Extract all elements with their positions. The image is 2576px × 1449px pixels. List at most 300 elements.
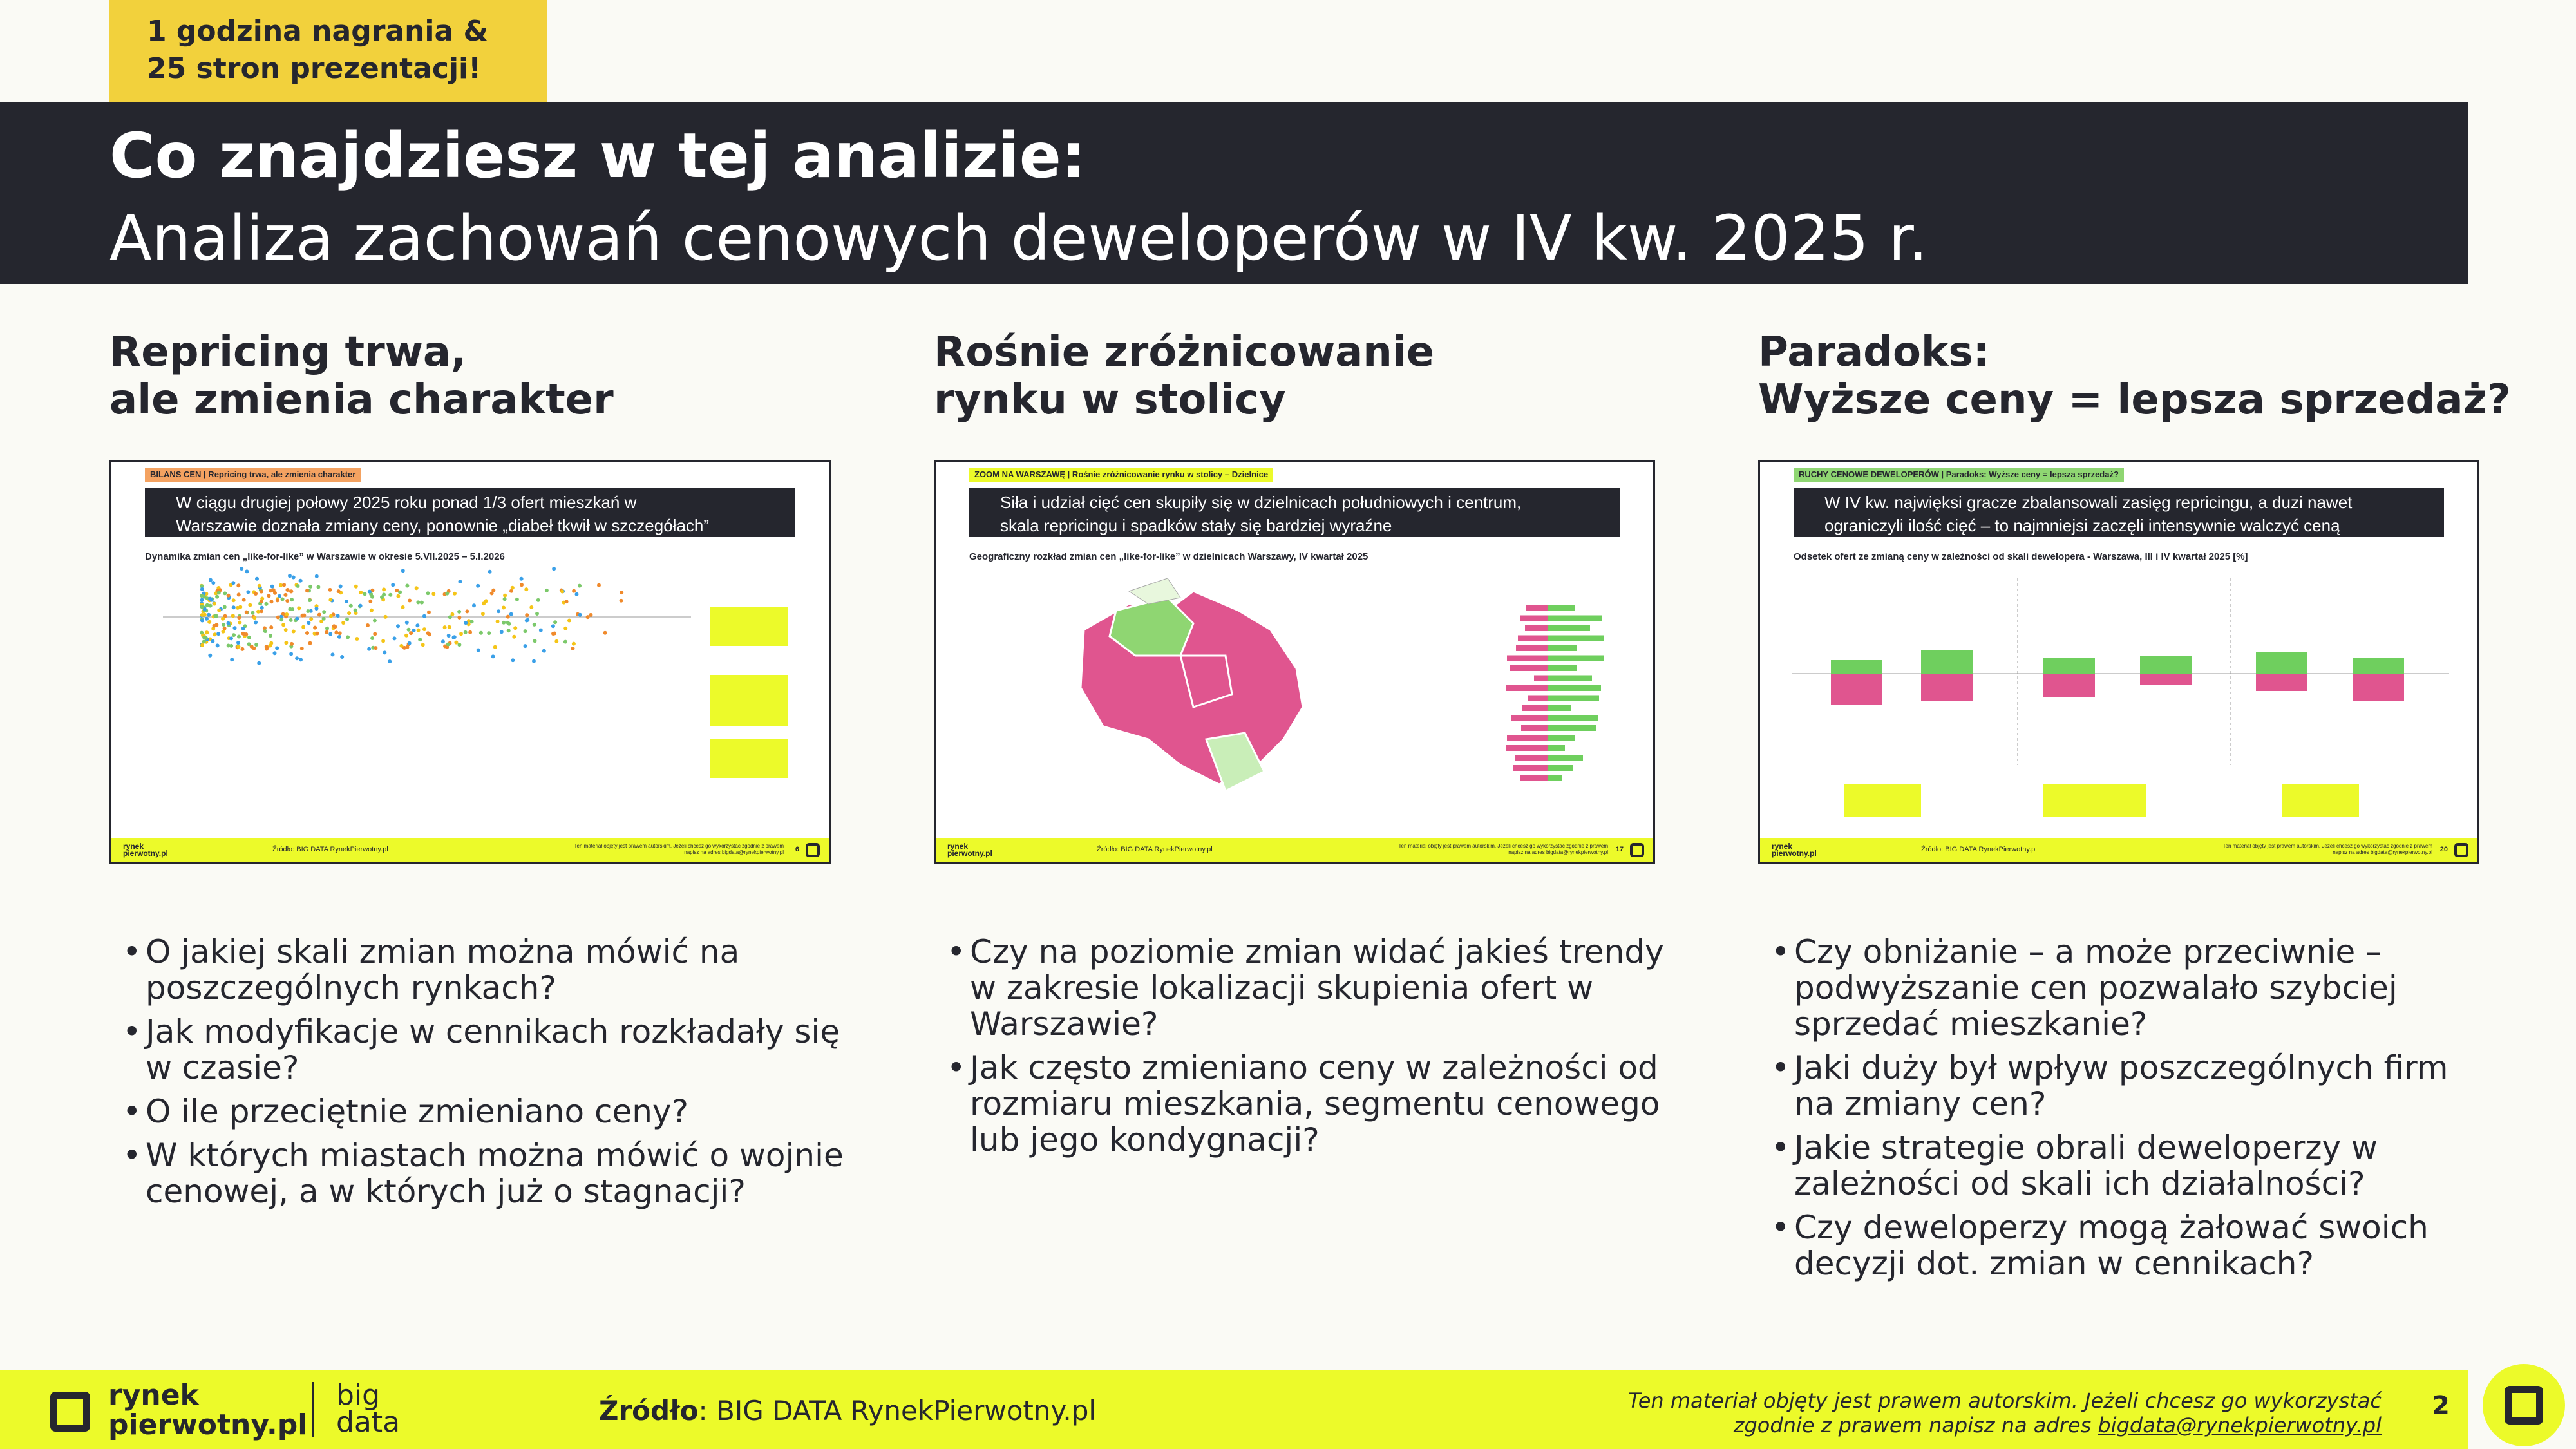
bar-decrease [1520, 616, 1548, 621]
scatter-dot [309, 617, 313, 621]
scatter-dot [307, 621, 310, 625]
scatter-dot [506, 615, 510, 619]
scatter-dot [388, 659, 392, 663]
slide-tag: BILANS CEN | Repricing trwa, ale zmienia charakter [145, 468, 361, 482]
scatter-dot [260, 600, 263, 603]
scatter-dot [368, 600, 372, 603]
slide-footer [936, 838, 1653, 862]
scatter-dot [223, 605, 227, 609]
scatter-dot [346, 635, 350, 639]
scatter-dot [422, 627, 426, 631]
scatter-dot [417, 629, 421, 632]
scatter-dot [421, 643, 425, 647]
bar-increase [1548, 725, 1596, 731]
scatter-dot [586, 615, 590, 619]
scatter-dot [236, 583, 240, 587]
scatter-dot [384, 615, 388, 619]
scatter-dot [507, 629, 511, 632]
scatter-dot [315, 607, 319, 611]
scatter-dot [295, 617, 299, 621]
scatter-dot [542, 649, 546, 653]
scatter-dot [552, 567, 556, 571]
column-warsaw [934, 328, 1668, 1159]
scatter-dot [479, 631, 483, 635]
scatter-dot [301, 614, 305, 618]
scatter-dot [488, 570, 492, 574]
scatter-dot [232, 605, 236, 609]
bar-increase [1548, 775, 1562, 781]
scatter-dot [267, 594, 271, 598]
scatter-dot [405, 621, 409, 625]
scatter-dot [232, 598, 236, 602]
scatter-dot [316, 632, 319, 636]
scatter-dot [553, 632, 556, 636]
scatter-dot [545, 589, 549, 592]
scatter-dot [306, 609, 310, 613]
scatter-dot [388, 593, 392, 597]
scatter-dot [567, 619, 571, 623]
scatter-dot [477, 649, 480, 652]
scatter-dot [296, 584, 299, 588]
scatter-dot [215, 595, 219, 599]
slide-footer-copy: Ten materiał objęty jest prawem autorskim. Jeżeli chcesz go wykorzystać zgodnie z prawem napisz na adres bigdata@rynekpierwotny.pl [2222, 843, 2432, 855]
bar-increase [1548, 745, 1565, 751]
scatter-dot [289, 589, 293, 593]
bar-decrease [1513, 765, 1548, 771]
title-bar [0, 102, 2468, 284]
scatter-dot [230, 658, 234, 661]
scatter-dot [396, 624, 400, 628]
scatter-dot [200, 594, 204, 598]
question-list [122, 934, 844, 1217]
scatter-dot [338, 631, 342, 635]
scatter-dot [328, 632, 332, 636]
slide-headline-line-2: ograniczyli ilość cięć – to najmniejsi zaczęli intensywnie walczyć ceną [1824, 516, 2340, 535]
scatter-dot [231, 581, 235, 585]
scatter-dot [597, 583, 601, 587]
scatter-dot [301, 625, 305, 629]
scatter-dot [254, 643, 258, 647]
scatter-dot [578, 584, 582, 588]
scatter-dot [564, 640, 567, 644]
column-heading-line-1: Paradoks: [1758, 328, 1990, 376]
scatter-dot [281, 598, 285, 601]
scatter-dot [241, 647, 245, 651]
slide-headline-line-1: W ciągu drugiej połowy 2025 roku ponad 1/3 ofert mieszkań w [176, 493, 637, 512]
scatter-dot [213, 632, 217, 636]
scatter-dot [255, 577, 259, 581]
scatter-dot [571, 647, 575, 650]
bar-decrease [2353, 674, 2404, 701]
scatter-dot [363, 592, 366, 596]
scatter-dot [564, 627, 567, 630]
scatter-dot [457, 616, 461, 620]
scatter-dot [244, 632, 248, 636]
scatter-dot [237, 635, 241, 639]
scatter-dot [273, 651, 277, 655]
scatter-dot [223, 591, 227, 595]
scatter-dot [355, 637, 359, 641]
scatter-dot [502, 621, 506, 625]
scatter-dot [202, 639, 206, 643]
bar-decrease [1515, 755, 1548, 761]
scatter-dot [426, 591, 430, 595]
slide-thumbnail-repricing[interactable] [109, 460, 831, 864]
scatter-dot [308, 641, 312, 645]
logo-divider [312, 1382, 314, 1437]
scatter-dot [237, 645, 241, 649]
scatter-chart-graphic [111, 462, 831, 842]
scatter-dot [409, 631, 413, 635]
scatter-dot [468, 630, 472, 634]
scatter-dot [524, 587, 528, 591]
scatter-dot [551, 624, 555, 628]
scatter-dot [269, 641, 273, 645]
bar-increase [2256, 652, 2307, 674]
scatter-dot [445, 592, 449, 596]
scatter-dot [216, 643, 220, 647]
scatter-dot [316, 585, 320, 589]
scatter-dot [459, 632, 463, 636]
slide-footer [1760, 838, 2477, 862]
scatter-dot [529, 605, 533, 609]
scatter-dot [315, 574, 319, 578]
slide-footer-page: 20 [2439, 846, 2448, 853]
scatter-dot [305, 589, 309, 592]
scatter-dot [511, 586, 515, 590]
scatter-dot [207, 620, 211, 624]
scatter-dot [560, 590, 564, 594]
developer-bars-graphic [1760, 462, 2479, 842]
scatter-dot [246, 590, 250, 594]
scatter-dot [345, 600, 348, 603]
rynekpierwotny-logo-text: rynek pierwotny.pl [108, 1379, 308, 1441]
scatter-dot [512, 635, 516, 639]
scatter-dot [391, 583, 395, 587]
slide-footer-source: Źródło: BIG DATA RynekPierwotny.pl [272, 846, 388, 853]
recording-badge [109, 0, 547, 102]
slide-chart-subtitle: Dynamika zmian cen „like-for-like” w Warszawie w okresie 5.VII.2025 – 5.I.2026 [145, 551, 505, 562]
scatter-dot [513, 626, 517, 630]
scatter-dot [448, 625, 451, 629]
bar-decrease [2043, 674, 2095, 697]
bar-increase [1921, 650, 1973, 674]
scatter-dot [420, 601, 424, 605]
scatter-dot [509, 612, 513, 616]
scatter-dot [457, 610, 461, 614]
bar-increase [1548, 656, 1604, 661]
scatter-dot [208, 654, 212, 658]
scatter-dot [524, 629, 527, 633]
scatter-dot [381, 639, 385, 643]
bar-increase [1548, 665, 1577, 671]
scatter-dot [368, 590, 372, 594]
scatter-dot [269, 589, 273, 592]
scatter-dot [572, 589, 576, 593]
scatter-dot [404, 634, 408, 638]
scatter-dot [337, 635, 341, 639]
scatter-dot [454, 641, 458, 645]
footer-copyright: Ten materiał objęty jest prawem autorskim. Jeżeli chcesz go wykorzystać zgodnie z prawem napisz na adres bigdata@rynekpierwotny.pl [1628, 1388, 2382, 1437]
scatter-dot [227, 621, 231, 625]
district-map-graphic [936, 462, 1655, 842]
slide-headline-line-2: Warszawie doznała zmiany ceny, ponownie „diabeł tkwił w szczegółach” [176, 516, 710, 535]
scatter-dot [515, 598, 519, 601]
slide-footer-copy: Ten materiał objęty jest prawem autorskim. Jeżeli chcesz go wykorzystać zgodnie z prawem napisz na adres bigdata@rynekpierwotny.pl [574, 843, 784, 855]
scatter-dot [370, 595, 374, 599]
list-item: • Jakie strategie obrali deweloperzy w zależności od skali ich działalności? [1771, 1130, 2492, 1202]
bar-increase [1548, 645, 1577, 651]
scatter-dot [200, 598, 204, 602]
scatter-dot [401, 569, 405, 573]
bar-increase [1548, 636, 1604, 641]
bar-decrease [2256, 674, 2307, 691]
bar-decrease [1522, 705, 1548, 711]
scatter-dot [405, 584, 409, 588]
scatter-dot [408, 599, 412, 603]
scatter-dot [603, 631, 607, 635]
scatter-dot [481, 612, 485, 616]
corner-logo-badge [2483, 1364, 2565, 1446]
scatter-dot [464, 630, 468, 634]
scatter-dot [213, 602, 216, 606]
scatter-dot [254, 592, 258, 596]
bar-increase [1548, 755, 1583, 761]
scatter-dot [200, 643, 204, 647]
slide-footer-page: 6 [795, 846, 799, 853]
scatter-dot [200, 619, 204, 623]
slide-headline-line-2: skala repricingu i spadków stały się bardziej wyraźne [1000, 516, 1392, 535]
scatter-dot [453, 592, 457, 596]
scatter-dot [286, 588, 290, 592]
scatter-dot [208, 597, 212, 601]
scatter-dot [533, 623, 536, 627]
scatter-dot [275, 647, 279, 650]
bar-increase [2353, 658, 2404, 674]
bar-increase [1548, 616, 1602, 621]
slide-footer-page: 17 [1615, 846, 1624, 853]
scatter-dot [443, 625, 447, 629]
list-item: • O jakiej skali zmian można mówić na poszczególnych rynkach? [122, 934, 844, 1006]
list-item: • W których miastach można mówić o wojnie cenowej, a w których już o stagnacji? [122, 1137, 844, 1209]
scatter-dot [446, 643, 450, 647]
scatter-dot [341, 621, 345, 625]
bar-increase [1548, 676, 1592, 681]
scatter-dot [382, 587, 386, 591]
list-item: • Jak często zmieniano ceny w zależności od rozmiaru mieszkania, segmentu cenowego lub jego kondygnacji? [947, 1050, 1668, 1158]
bar-decrease [1507, 656, 1548, 661]
slide-headline-line-1: Siła i udział cięć cen skupiły się w dzielnicach południowych i centrum, [1000, 493, 1522, 512]
scatter-dot [470, 620, 474, 623]
column-heading-line-2: ale zmienia charakter [109, 376, 614, 424]
bar-decrease [1831, 674, 1882, 705]
badge-line-1: 1 godzina nagrania & [147, 15, 488, 48]
scatter-dot [401, 605, 405, 609]
scatter-dot [503, 597, 507, 601]
bar-decrease [1534, 676, 1548, 681]
list-item: • Czy obniżanie – a może przeciwnie – podwyższanie cen pozwalało szybciej sprzedać mieszkanie? [1771, 934, 2492, 1042]
scatter-dot [240, 567, 243, 571]
footer-email-link[interactable]: bigdata@rynekpierwotny.pl [2098, 1413, 2382, 1437]
list-item: • Czy deweloperzy mogą żałować swoich decyzji dot. zmian w cennikach? [1771, 1209, 2492, 1282]
column-heading-line-1: Repricing trwa, [109, 328, 467, 376]
scatter-dot [236, 641, 240, 645]
bar-decrease [1516, 645, 1548, 651]
scatter-dot [300, 647, 304, 650]
scatter-dot [233, 626, 237, 630]
page-number: 2 [2432, 1391, 2450, 1421]
scatter-dot [525, 613, 529, 617]
scatter-dot [328, 588, 332, 592]
scatter-dot [497, 609, 500, 613]
scatter-dot [441, 639, 445, 643]
scatter-dot [317, 613, 321, 617]
scatter-dot [500, 630, 504, 634]
scatter-dot [292, 630, 296, 634]
scatter-dot [507, 622, 511, 626]
scatter-dot [359, 604, 363, 608]
scatter-dot [502, 606, 506, 610]
scatter-dot [299, 579, 303, 583]
scatter-dot [202, 636, 206, 639]
slide-footer [111, 838, 829, 862]
scatter-dot [422, 614, 426, 618]
scatter-dot [347, 611, 351, 615]
bar-increase [2043, 658, 2095, 674]
bigdata-logo-text: big data [336, 1379, 401, 1439]
scatter-dot [205, 603, 209, 607]
bar-decrease [1518, 636, 1548, 641]
bar-increase [1548, 696, 1599, 701]
scatter-dot [289, 652, 293, 656]
scatter-dot [245, 611, 249, 614]
scatter-dot [216, 632, 220, 636]
bar-increase [1548, 705, 1571, 711]
slide-thumbnail-warsaw[interactable] [934, 460, 1655, 864]
scatter-dot [260, 590, 263, 594]
scatter-dot [373, 619, 377, 623]
scatter-dot [245, 569, 249, 573]
scatter-dot [487, 631, 491, 635]
scatter-dot [325, 627, 329, 630]
scatter-dot [427, 611, 431, 614]
bar-decrease [1528, 696, 1548, 701]
scatter-dot [367, 647, 371, 651]
column-repricing [109, 328, 844, 1210]
scatter-dot [258, 584, 261, 588]
scatter-dot [509, 589, 513, 593]
scatter-dot [493, 645, 497, 649]
footer-source: Źródło: BIG DATA RynekPierwotny.pl [599, 1395, 1097, 1426]
logo-square-icon [1630, 843, 1644, 857]
scatter-dot [263, 629, 267, 633]
scatter-dot [472, 603, 476, 607]
scatter-dot [237, 616, 241, 620]
scatter-dot [329, 614, 333, 618]
scatter-dot [295, 656, 299, 660]
scatter-dot [366, 623, 370, 627]
scatter-dot [374, 646, 377, 650]
scatter-dot [415, 623, 419, 627]
scatter-dot [380, 595, 384, 599]
slide-tag: RUCHY CENOWE DEWELOPERÓW | Paradoks: Wyższe ceny = lepsza sprzedaż? [1794, 468, 2124, 482]
scatter-dot [447, 634, 451, 638]
scatter-dot [313, 626, 317, 630]
scatter-dot [205, 630, 209, 634]
scatter-dot [285, 599, 289, 603]
logo-square-icon [2454, 843, 2468, 857]
bar-decrease [1520, 775, 1548, 781]
scatter-dot [428, 632, 431, 636]
scatter-dot [290, 598, 294, 601]
scatter-dot [554, 639, 558, 643]
scatter-dot [227, 594, 231, 598]
scatter-dot [203, 613, 207, 617]
scatter-dot [276, 598, 279, 602]
scatter-dot [337, 589, 341, 593]
scatter-dot [248, 603, 252, 607]
scatter-dot [412, 629, 416, 632]
scatter-dot [205, 617, 209, 621]
scatter-dot [238, 621, 242, 625]
slide-chart-subtitle: Geograficzny rozkład zmian cen „like-for-like” w dzielnicach Warszawy, IV kwartał 2025 [969, 551, 1368, 562]
scatter-dot [247, 642, 251, 646]
scatter-dot [354, 609, 357, 612]
page-title: Co znajdziesz w tej analizie: [109, 120, 1086, 192]
list-item: • Czy na poziomie zmian widać jakieś trendy w zakresie lokalizacji skupienia ofert w Warszawie? [947, 934, 1668, 1042]
scatter-dot [336, 614, 340, 618]
scatter-dot [269, 625, 273, 629]
slide-thumbnail-paradox[interactable] [1758, 460, 2479, 864]
scatter-dot [269, 634, 272, 638]
bar-increase [1548, 715, 1598, 721]
scatter-dot [373, 632, 377, 636]
list-item: • Jaki duży był wpływ poszczególnych firm na zmiany cen? [1771, 1050, 2492, 1122]
scatter-dot [284, 628, 288, 632]
scatter-dot [535, 612, 539, 616]
scatter-dot [334, 630, 338, 634]
slide-footer-logo: rynek pierwotny.pl [123, 842, 168, 858]
scatter-dot [242, 627, 245, 630]
scatter-dot [213, 624, 216, 628]
scatter-dot [308, 585, 312, 589]
bar-decrease [1511, 715, 1548, 721]
scatter-dot [279, 583, 283, 587]
scatter-dot [415, 586, 419, 590]
bar-decrease [1921, 674, 1973, 701]
scatter-dot [260, 606, 264, 610]
scatter-dot [289, 618, 293, 622]
bar-decrease [1510, 665, 1548, 671]
logo-square-icon [2505, 1386, 2543, 1425]
scatter-dot [520, 577, 524, 581]
scatter-dot [533, 639, 537, 643]
scatter-dot [331, 652, 335, 656]
slide-footer-logo: rynek pierwotny.pl [947, 842, 992, 858]
scatter-dot [260, 609, 263, 613]
scatter-dot [237, 592, 241, 596]
scatter-dot [539, 629, 543, 632]
scatter-dot [464, 621, 468, 625]
scatter-dot [273, 591, 277, 595]
scatter-dot [408, 641, 412, 645]
scatter-dot [308, 598, 312, 602]
scatter-dot [288, 607, 292, 611]
scatter-dot [565, 600, 569, 603]
scatter-dot [407, 628, 411, 632]
scatter-dot [217, 591, 221, 594]
scatter-dot [416, 600, 420, 604]
